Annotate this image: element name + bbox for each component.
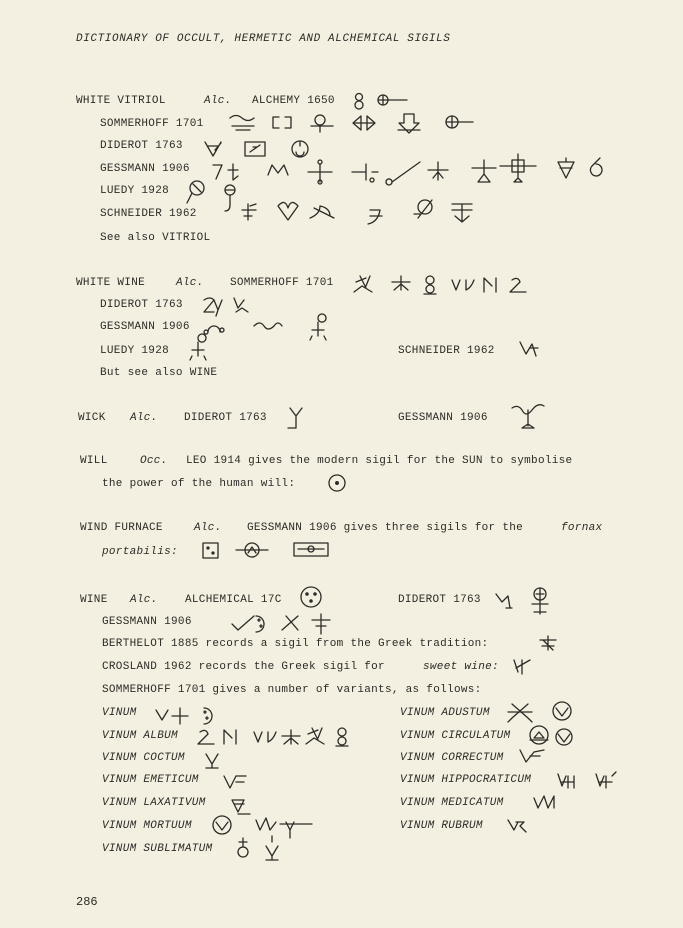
source-sommerhoff-1701: SOMMERHOFF 1701: [230, 277, 334, 289]
crosland-text: CROSLAND 1962 records the Greek sigil for: [102, 661, 385, 673]
variant-label: VINUM CIRCULATUM: [400, 730, 511, 742]
sigil-icon: [224, 776, 246, 788]
variant-label: VINUM RUBRUM: [400, 820, 483, 832]
running-header: DICTIONARY OF OCCULT, HERMETIC AND ALCHEMICAL SIGILS: [76, 33, 451, 45]
latin-term: sweet wine:: [423, 661, 499, 673]
source-diderot-1763: DIDEROT 1763: [100, 140, 183, 152]
sigil-icon: [534, 796, 554, 808]
sigil-icon: [198, 728, 348, 746]
sigil-icon: [512, 405, 544, 428]
sigil-icon: [238, 836, 278, 860]
source-gessmann-1906: GESSMANN 1906: [100, 163, 190, 175]
entry-tag: Alc.: [194, 522, 222, 534]
sigil-icon: [232, 614, 330, 634]
source-alchemical-17c: ALCHEMICAL 17C: [185, 594, 282, 606]
entry-head-white-wine: WHITE WINE: [76, 277, 146, 289]
entry-head-wind-furnace: WIND FURNACE: [80, 522, 163, 534]
sigil-icon: [301, 587, 321, 607]
will-text-line-1: LEO 1914 gives the modern sigil for the SUN to symbolise: [186, 455, 573, 467]
entry-tag: Occ.: [140, 455, 168, 467]
variant-label: VINUM MORTUUM: [102, 820, 192, 832]
entry-tag: Alc.: [130, 594, 158, 606]
variant-label: VINUM LAXATIVUM: [102, 797, 206, 809]
page-number: 286: [76, 895, 98, 909]
source-diderot-1763: DIDEROT 1763: [398, 594, 481, 606]
sigil-icon: [213, 816, 312, 838]
entry-head-white-vitriol: WHITE VITRIOL: [76, 95, 166, 107]
sigil-icon: [213, 154, 602, 185]
sigil-icon: [514, 660, 530, 674]
source-alchemy-1650: ALCHEMY 1650: [252, 95, 335, 107]
variant-label: VINUM CORRECTUM: [400, 752, 504, 764]
latin-term: portabilis:: [102, 546, 178, 558]
source-schneider-1962: SCHNEIDER 1962: [100, 208, 197, 220]
entry-tag: Alc.: [176, 277, 204, 289]
variant-label: VINUM: [102, 707, 137, 719]
sigil-icon: [230, 114, 473, 133]
source-gessmann-1906: GESSMANN 1906: [102, 616, 192, 628]
sigil-icon: [204, 314, 326, 340]
sigil-icon: [558, 772, 616, 788]
sigil-icon: [288, 408, 302, 428]
variant-label: VINUM COCTUM: [102, 752, 185, 764]
entry-head-will: WILL: [80, 455, 108, 467]
sigil-icon: [190, 334, 206, 360]
sommerhoff-text: SOMMERHOFF 1701 gives a number of variants, as follows:: [102, 684, 482, 696]
sigil-icon: [205, 141, 308, 157]
entry-head-wine: WINE: [80, 594, 108, 606]
sigil-icon: [354, 276, 526, 294]
sigil-icon: [520, 342, 538, 356]
sigil-icon: [203, 543, 328, 558]
sigil-icon: [520, 750, 544, 762]
variant-label: VINUM MEDICATUM: [400, 797, 504, 809]
sun-icon: [329, 475, 345, 491]
see-also: See also VITRIOL: [100, 232, 211, 244]
sigil-icon: [232, 800, 250, 814]
entry-tag: Alc.: [204, 95, 232, 107]
variant-label: VINUM ALBUM: [102, 730, 178, 742]
wind-furnace-text: GESSMANN 1906 gives three sigils for the: [247, 522, 524, 534]
source-schneider-1962: SCHNEIDER 1962: [398, 345, 495, 357]
source-gessmann-1906: GESSMANN 1906: [398, 412, 488, 424]
sigil-icon: [508, 820, 526, 832]
entry-head-wick: WICK: [78, 412, 106, 424]
sigil-icon: [206, 754, 218, 768]
sigil-icon: [496, 588, 548, 614]
sigil-icon: [508, 702, 571, 722]
sigil-icon: [156, 708, 212, 724]
sigil-icon: [530, 726, 572, 745]
sigil-icon: [204, 298, 248, 316]
sigil-icon: [225, 185, 472, 224]
source-gessmann-1906: GESSMANN 1906: [100, 321, 190, 333]
variant-label: VINUM SUBLIMATUM: [102, 843, 213, 855]
source-diderot-1763: DIDEROT 1763: [100, 299, 183, 311]
berthelot-text: BERTHELOT 1885 records a sigil from the Greek tradition:: [102, 638, 489, 650]
latin-term: fornax: [561, 522, 603, 534]
variant-label: VINUM HIPPOCRATICUM: [400, 774, 532, 786]
sigil-icon: [187, 181, 204, 203]
source-sommerhoff-1701: SOMMERHOFF 1701: [100, 118, 204, 130]
source-luedy-1928: LUEDY 1928: [100, 185, 170, 197]
see-also: But see also WINE: [100, 367, 218, 379]
entry-tag: Alc.: [130, 412, 158, 424]
variant-label: VINUM ADUSTUM: [400, 707, 490, 719]
sigil-icon: [355, 94, 407, 110]
sigil-icon: [540, 636, 556, 650]
source-diderot-1763: DIDEROT 1763: [184, 412, 267, 424]
source-luedy-1928: LUEDY 1928: [100, 345, 170, 357]
will-text-line-2: the power of the human will:: [102, 478, 296, 490]
variant-label: VINUM EMETICUM: [102, 774, 199, 786]
